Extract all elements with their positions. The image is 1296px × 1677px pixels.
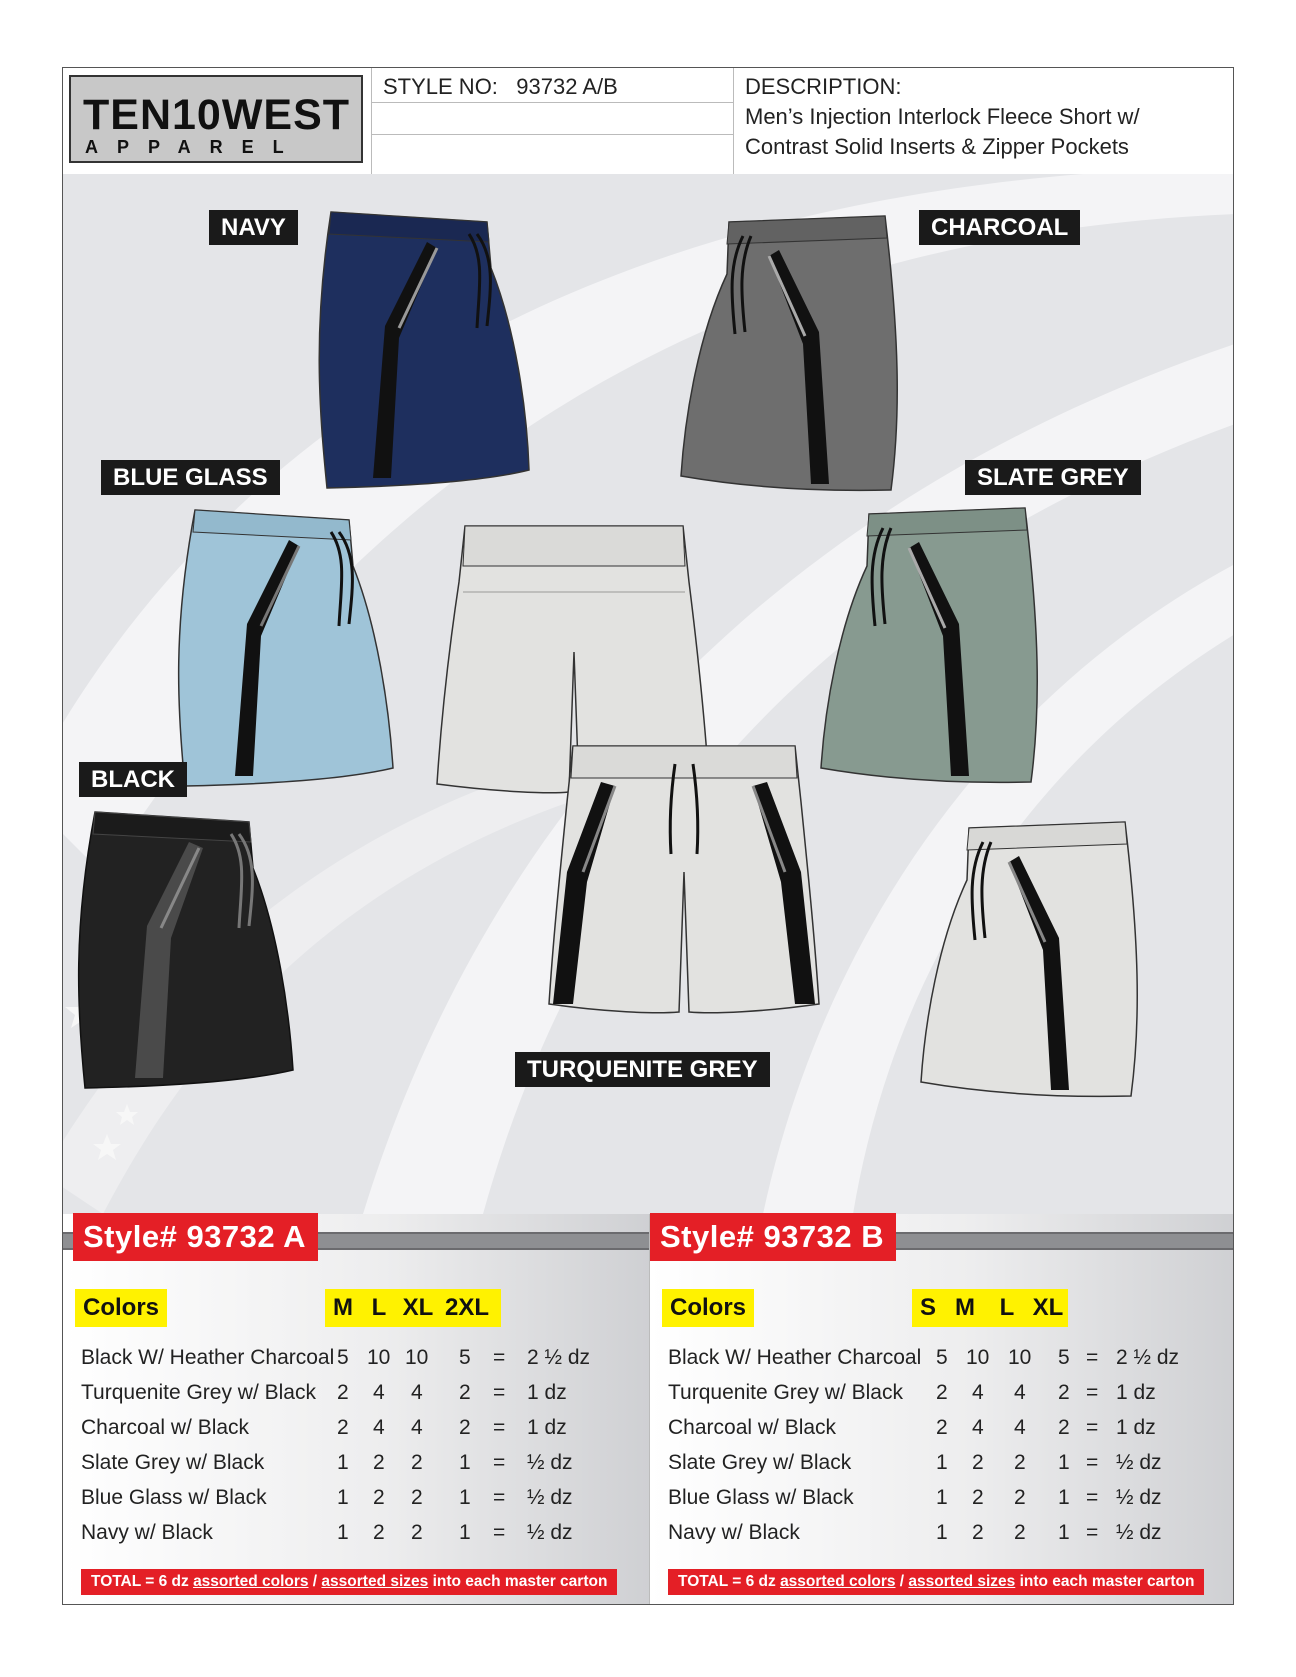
size-label: M xyxy=(955,1294,975,1321)
dozen-total: 1 dz xyxy=(527,1381,567,1404)
equals: = xyxy=(493,1451,506,1474)
qty: 2 xyxy=(411,1451,423,1474)
equals: = xyxy=(493,1346,506,1369)
description-text xyxy=(745,102,1225,162)
description-label: DESCRIPTION: xyxy=(745,74,902,99)
divider xyxy=(371,134,733,135)
total-prefix: TOTAL = 6 dz xyxy=(91,1573,194,1590)
qty: 5 xyxy=(337,1346,349,1369)
qty: 1 xyxy=(936,1521,948,1544)
assortment-row xyxy=(668,1381,1228,1416)
color-name: Black W/ Heather Charcoal xyxy=(668,1346,922,1369)
size-label: M xyxy=(333,1294,353,1321)
style-number xyxy=(383,74,618,100)
qty: 1 xyxy=(337,1486,349,1509)
slate-grey-short-side-view xyxy=(819,506,1049,796)
turquenite-grey-short-front-view xyxy=(543,742,825,1022)
description-cell xyxy=(733,68,1233,174)
equals: = xyxy=(1086,1416,1099,1439)
qty: 2 xyxy=(1058,1381,1070,1404)
qty: 2 xyxy=(373,1486,385,1509)
colorway-label-turquenite-grey: TURQUENITE GREY xyxy=(515,1052,770,1087)
size-label: 2XL xyxy=(444,1294,489,1321)
qty: 5 xyxy=(936,1346,948,1369)
total-suffix: into each master carton xyxy=(428,1573,608,1590)
qty: 2 xyxy=(411,1486,423,1509)
qty: 1 xyxy=(1058,1486,1070,1509)
qty: 1 xyxy=(1058,1521,1070,1544)
color-name: Turquenite Grey w/ Black xyxy=(668,1381,903,1404)
qty: 1 xyxy=(936,1451,948,1474)
dozen-total: ½ dz xyxy=(527,1451,573,1474)
color-name: Slate Grey w/ Black xyxy=(81,1451,265,1474)
assortment-row xyxy=(81,1381,641,1416)
dozen-total: ½ dz xyxy=(527,1521,573,1544)
qty: 2 xyxy=(936,1381,948,1404)
color-name: Slate Grey w/ Black xyxy=(668,1451,852,1474)
size-header xyxy=(325,1289,501,1327)
qty: 5 xyxy=(459,1346,471,1369)
qty: 2 xyxy=(459,1381,471,1404)
qty: 5 xyxy=(1058,1346,1070,1369)
assortment-row xyxy=(668,1346,1228,1381)
qty: 2 xyxy=(936,1416,948,1439)
assortment-row xyxy=(668,1521,1228,1556)
dozen-total: 2 ½ dz xyxy=(1116,1346,1180,1369)
qty: 4 xyxy=(373,1381,385,1404)
turquenite-grey-short-side-view xyxy=(919,820,1149,1110)
colorway-label-blue-glass: BLUE GLASS xyxy=(101,460,280,495)
qty: 1 xyxy=(337,1521,349,1544)
style-b-title: Style# 93732 B xyxy=(650,1213,896,1261)
qty: 1 xyxy=(337,1451,349,1474)
assortment-row xyxy=(81,1486,641,1521)
dozen-total: 2 ½ dz xyxy=(527,1346,591,1369)
logo-cell xyxy=(63,68,372,174)
style-number-value: 93732 A/B xyxy=(516,74,618,99)
colors-label: Colors xyxy=(662,1289,754,1327)
colorway-label-charcoal: CHARCOAL xyxy=(919,210,1080,245)
qty: 2 xyxy=(373,1521,385,1544)
navy-short-side-view xyxy=(309,208,539,498)
qty: 10 xyxy=(367,1346,391,1369)
assortment-row xyxy=(668,1486,1228,1521)
color-name: Navy w/ Black xyxy=(668,1521,800,1544)
qty: 2 xyxy=(459,1416,471,1439)
qty: 4 xyxy=(972,1416,984,1439)
dozen-total: ½ dz xyxy=(1116,1521,1162,1544)
size-label: S xyxy=(919,1294,936,1321)
qty: 2 xyxy=(972,1521,984,1544)
total-separator: / xyxy=(895,1573,909,1590)
brand-logo xyxy=(69,75,363,163)
logo-sub-text: APPAREL xyxy=(85,137,303,157)
style-b-panel xyxy=(649,1214,1234,1605)
header xyxy=(63,68,1233,175)
qty: 2 xyxy=(373,1451,385,1474)
colors-label: Colors xyxy=(75,1289,167,1327)
dozen-total: ½ dz xyxy=(1116,1486,1162,1509)
qty: 1 xyxy=(1058,1451,1070,1474)
qty: 4 xyxy=(411,1416,423,1439)
black-short-side-view xyxy=(71,808,301,1098)
qty: 10 xyxy=(405,1346,429,1369)
equals: = xyxy=(493,1521,506,1544)
description-line-1: Men’s Injection Interlock Fleece Short w/ xyxy=(745,104,1140,129)
carton-total-note xyxy=(81,1569,617,1595)
charcoal-short-side-view xyxy=(679,214,909,504)
equals: = xyxy=(493,1416,506,1439)
assortment-rows xyxy=(668,1346,1228,1556)
qty: 2 xyxy=(337,1381,349,1404)
description-line-2: Contrast Solid Inserts & Zipper Pockets xyxy=(745,134,1129,159)
assortment-row xyxy=(81,1451,641,1486)
assortment-row xyxy=(668,1416,1228,1451)
logo-main-text: TEN10WEST xyxy=(83,91,351,139)
qty: 10 xyxy=(1008,1346,1032,1369)
assortment-row xyxy=(81,1346,641,1381)
tech-sheet xyxy=(62,67,1234,1605)
dozen-total: ½ dz xyxy=(527,1486,573,1509)
size-header xyxy=(912,1289,1068,1327)
qty: 2 xyxy=(1014,1486,1026,1509)
color-name: Blue Glass w/ Black xyxy=(81,1486,267,1509)
equals: = xyxy=(1086,1381,1099,1404)
dozen-total: 1 dz xyxy=(1116,1381,1156,1404)
qty: 1 xyxy=(459,1486,471,1509)
colorway-label-slate-grey: SLATE GREY xyxy=(965,460,1141,495)
qty: 4 xyxy=(1014,1381,1026,1404)
total-sizes: assorted sizes xyxy=(321,1573,429,1590)
equals: = xyxy=(493,1381,506,1404)
equals: = xyxy=(1086,1451,1099,1474)
qty: 1 xyxy=(459,1451,471,1474)
color-name: Charcoal w/ Black xyxy=(668,1416,837,1439)
size-label: L xyxy=(999,1294,1015,1321)
divider xyxy=(371,102,733,103)
qty: 1 xyxy=(459,1521,471,1544)
qty: 2 xyxy=(337,1416,349,1439)
assortment-row xyxy=(81,1521,641,1556)
style-a-title: Style# 93732 A xyxy=(73,1213,318,1261)
equals: = xyxy=(1086,1521,1099,1544)
color-name: Charcoal w/ Black xyxy=(81,1416,250,1439)
size-label: XL xyxy=(402,1294,434,1321)
total-colors: assorted colors xyxy=(193,1573,309,1590)
carton-total-note xyxy=(668,1569,1204,1595)
style-number-label: STYLE NO: xyxy=(383,74,498,99)
qty: 4 xyxy=(972,1381,984,1404)
colorway-label-navy: NAVY xyxy=(209,210,298,245)
colorway-gallery xyxy=(63,174,1233,1214)
assortment-section xyxy=(63,1214,1233,1605)
qty: 2 xyxy=(411,1521,423,1544)
total-colors: assorted colors xyxy=(780,1573,896,1590)
qty: 2 xyxy=(972,1451,984,1474)
style-number-cell xyxy=(371,68,734,174)
qty: 1 xyxy=(936,1486,948,1509)
color-name: Blue Glass w/ Black xyxy=(668,1486,854,1509)
dozen-total: ½ dz xyxy=(1116,1451,1162,1474)
total-separator: / xyxy=(308,1573,322,1590)
equals: = xyxy=(1086,1486,1099,1509)
color-name: Turquenite Grey w/ Black xyxy=(81,1381,316,1404)
color-name: Black W/ Heather Charcoal xyxy=(81,1346,335,1369)
equals: = xyxy=(493,1486,506,1509)
equals: = xyxy=(1086,1346,1099,1369)
qty: 10 xyxy=(966,1346,990,1369)
qty: 4 xyxy=(1014,1416,1026,1439)
qty: 2 xyxy=(1058,1416,1070,1439)
total-prefix: TOTAL = 6 dz xyxy=(678,1573,781,1590)
style-a-panel xyxy=(63,1214,649,1605)
qty: 2 xyxy=(972,1486,984,1509)
qty: 4 xyxy=(373,1416,385,1439)
assortment-rows xyxy=(81,1346,641,1556)
assortment-row xyxy=(668,1451,1228,1486)
qty: 4 xyxy=(411,1381,423,1404)
dozen-total: 1 dz xyxy=(527,1416,567,1439)
size-label: L xyxy=(371,1294,387,1321)
colorway-label-black: BLACK xyxy=(79,762,187,797)
size-label: XL xyxy=(1032,1294,1064,1321)
color-name: Navy w/ Black xyxy=(81,1521,213,1544)
total-suffix: into each master carton xyxy=(1015,1573,1195,1590)
blue-glass-short-side-view xyxy=(171,506,401,796)
qty: 2 xyxy=(1014,1451,1026,1474)
total-sizes: assorted sizes xyxy=(908,1573,1016,1590)
dozen-total: 1 dz xyxy=(1116,1416,1156,1439)
assortment-row xyxy=(81,1416,641,1451)
qty: 2 xyxy=(1014,1521,1026,1544)
